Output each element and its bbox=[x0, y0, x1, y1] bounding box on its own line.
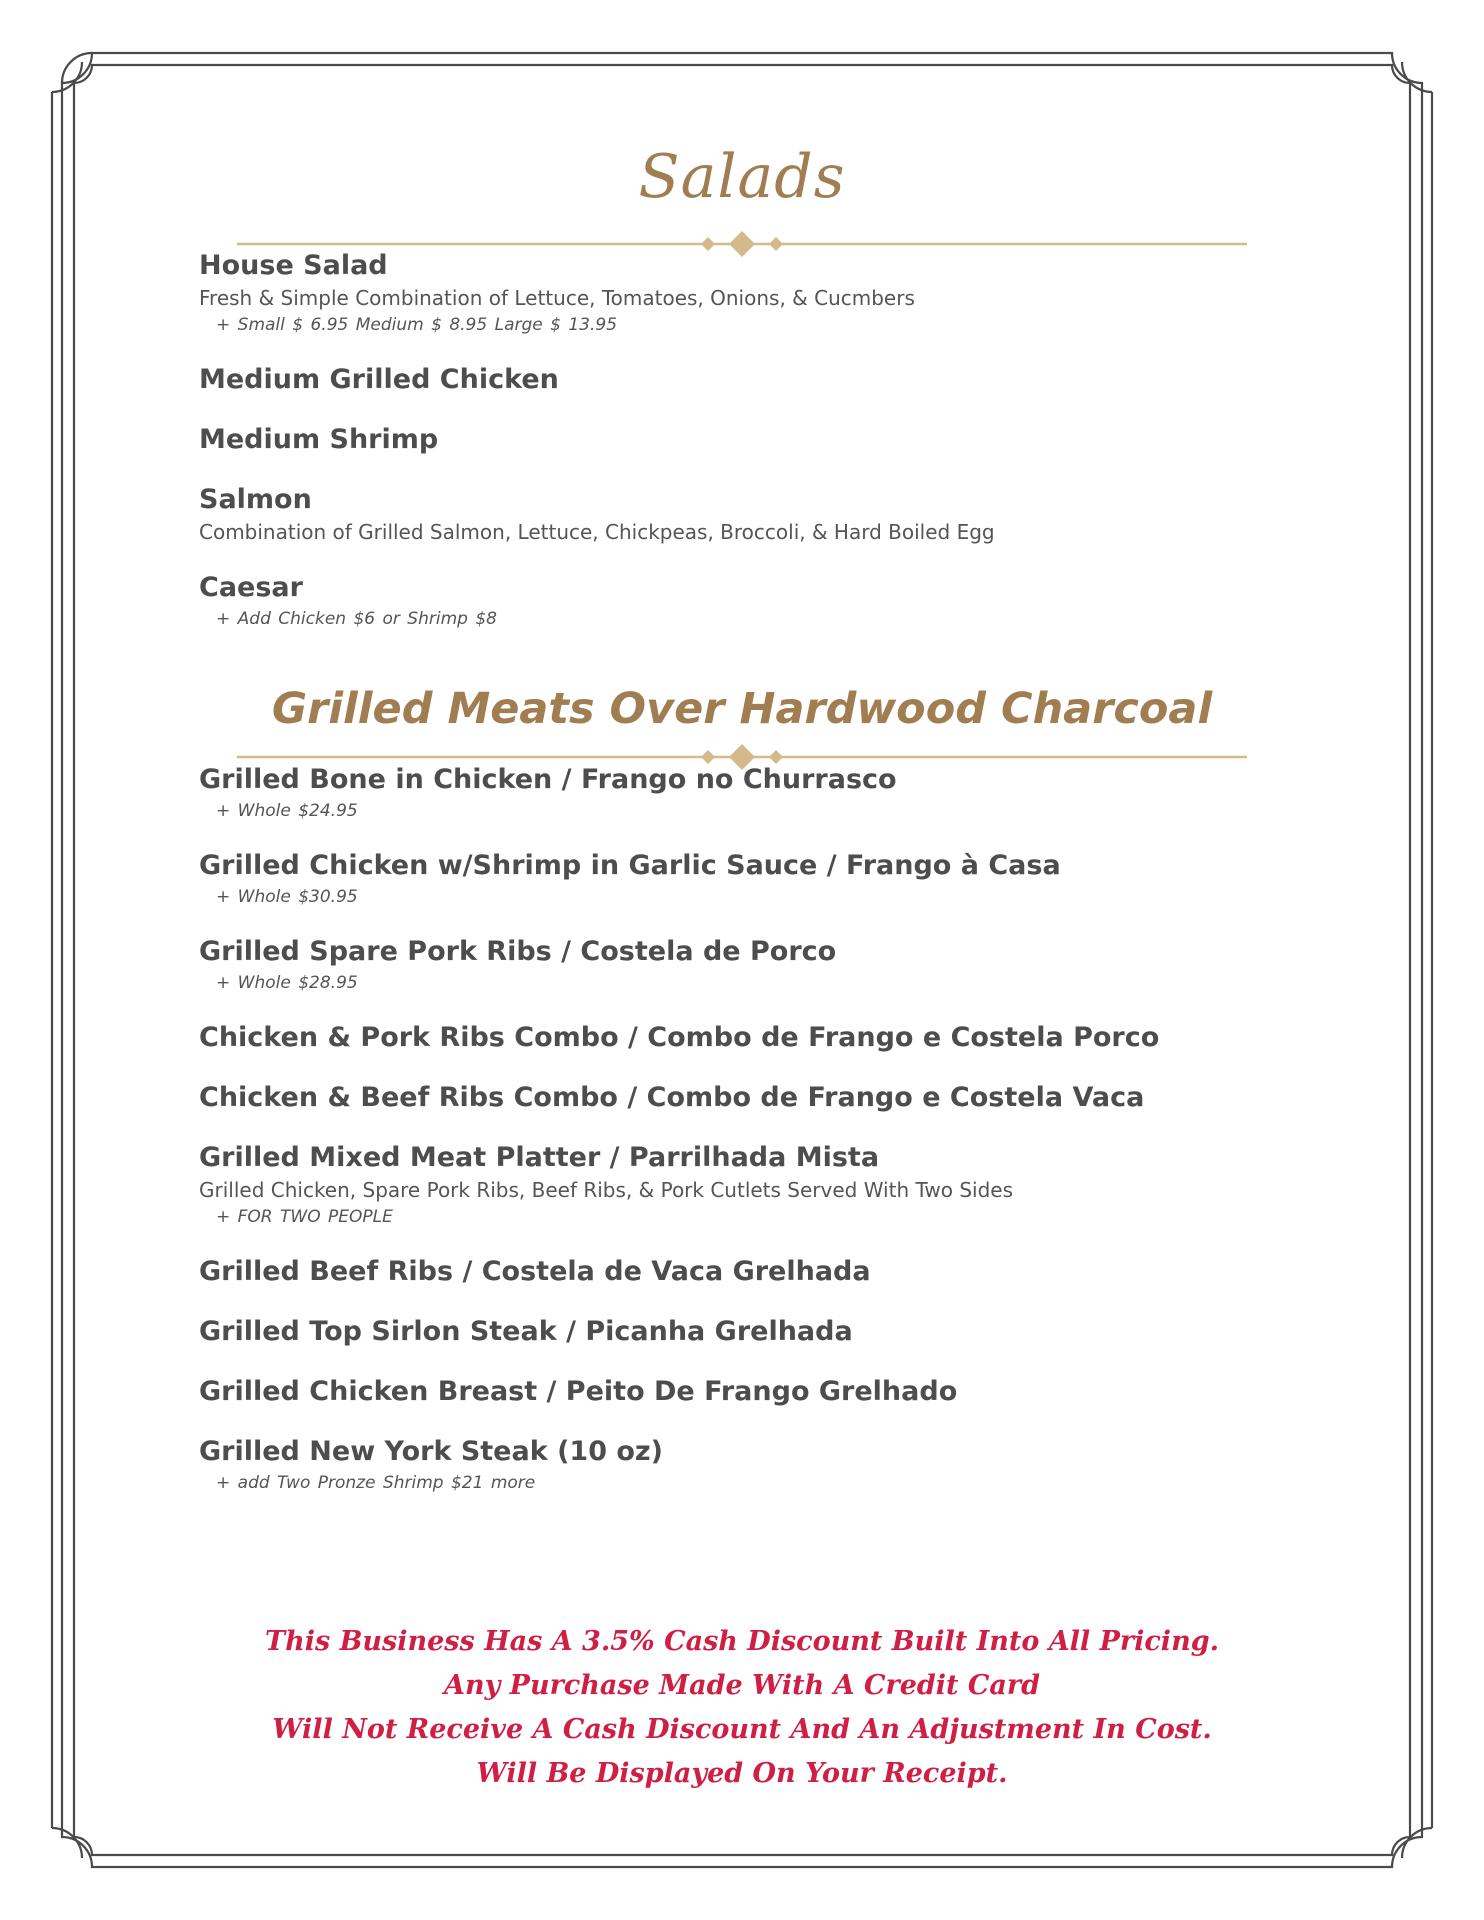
cash-discount-notice bbox=[0, 1620, 1484, 1796]
menu-item-name: Chicken & Beef Ribs Combo / Combo de Frango e Costela Vaca bbox=[199, 1082, 1145, 1113]
menu-item bbox=[199, 1374, 1259, 1410]
menu-item-name: Grilled Beef Ribs / Costela de Vaca Grelhada bbox=[199, 1256, 871, 1287]
menu-item bbox=[199, 1314, 1259, 1350]
menu-item bbox=[199, 848, 1259, 910]
notice-line: Will Not Receive A Cash Discount And An Adjustment In Cost. bbox=[272, 1714, 1212, 1745]
menu-item-price-note: + Whole $28.95 bbox=[216, 973, 358, 993]
menu-item bbox=[199, 1080, 1259, 1116]
menu-item-name: Salmon bbox=[199, 484, 312, 515]
menu-item-price-note: + Add Chicken $6 or Shrimp $8 bbox=[216, 609, 497, 629]
menu-item-name: House Salad bbox=[199, 250, 388, 281]
menu-item-price-note: + Whole $24.95 bbox=[216, 801, 358, 821]
menu-item-description: Fresh & Simple Combination of Lettuce, Tomatoes, Onions, & Cucmbers bbox=[199, 286, 915, 310]
menu-item-description: Combination of Grilled Salmon, Lettuce, Chickpeas, Broccoli, & Hard Boiled Egg bbox=[199, 520, 995, 544]
menu-item-name: Medium Grilled Chicken bbox=[199, 364, 559, 395]
menu-item-price-note: + Whole $30.95 bbox=[216, 887, 358, 907]
menu-item-price-note: + add Two Pronze Shrimp $21 more bbox=[216, 1473, 536, 1493]
menu-item-name: Grilled Top Sirlon Steak / Picanha Grelhada bbox=[199, 1316, 853, 1347]
menu-item-name: Grilled New York Steak (10 oz) bbox=[199, 1436, 663, 1467]
grilled-section-title: Grilled Meats Over Hardwood Charcoal bbox=[271, 684, 1213, 734]
menu-item bbox=[199, 422, 1259, 458]
menu-item bbox=[199, 482, 1259, 546]
notice-line: This Business Has A 3.5% Cash Discount Built Into All Pricing. bbox=[265, 1626, 1219, 1657]
menu-item-price-note: + FOR TWO PEOPLE bbox=[216, 1207, 393, 1227]
grilled-list bbox=[199, 762, 1259, 1520]
menu-item-name: Grilled Chicken w/Shrimp in Garlic Sauce / Frango à Casa bbox=[199, 850, 1061, 881]
menu-item bbox=[199, 570, 1259, 632]
menu-item bbox=[199, 248, 1259, 338]
menu-item-name: Grilled Spare Pork Ribs / Costela de Porco bbox=[199, 936, 837, 967]
menu-item-price-note: + Small $ 6.95 Medium $ 8.95 Large $ 13.95 bbox=[216, 315, 618, 335]
menu-item-name: Grilled Bone in Chicken / Frango no Churrasco bbox=[199, 764, 897, 795]
menu-item-description: Grilled Chicken, Spare Pork Ribs, Beef Ribs, & Pork Cutlets Served With Two Sides bbox=[199, 1178, 1014, 1202]
menu-item-name: Chicken & Pork Ribs Combo / Combo de Frango e Costela Porco bbox=[199, 1022, 1160, 1053]
menu-item bbox=[199, 762, 1259, 824]
menu-item bbox=[199, 1020, 1259, 1056]
menu-item bbox=[199, 1140, 1259, 1230]
menu-item-name: Grilled Chicken Breast / Peito De Frango Grelhado bbox=[199, 1376, 958, 1407]
menu-item-name: Grilled Mixed Meat Platter / Parrilhada Mista bbox=[199, 1142, 880, 1173]
notice-line: Any Purchase Made With A Credit Card bbox=[444, 1670, 1040, 1701]
menu-item bbox=[199, 934, 1259, 996]
salads-list bbox=[199, 248, 1259, 656]
menu-item-name: Caesar bbox=[199, 572, 303, 603]
menu-item bbox=[199, 1434, 1259, 1496]
salads-section-title: Salads bbox=[638, 142, 846, 212]
menu-item-name: Medium Shrimp bbox=[199, 424, 439, 455]
menu-item bbox=[199, 362, 1259, 398]
notice-line: Will Be Displayed On Your Receipt. bbox=[476, 1758, 1008, 1789]
menu-item bbox=[199, 1254, 1259, 1290]
